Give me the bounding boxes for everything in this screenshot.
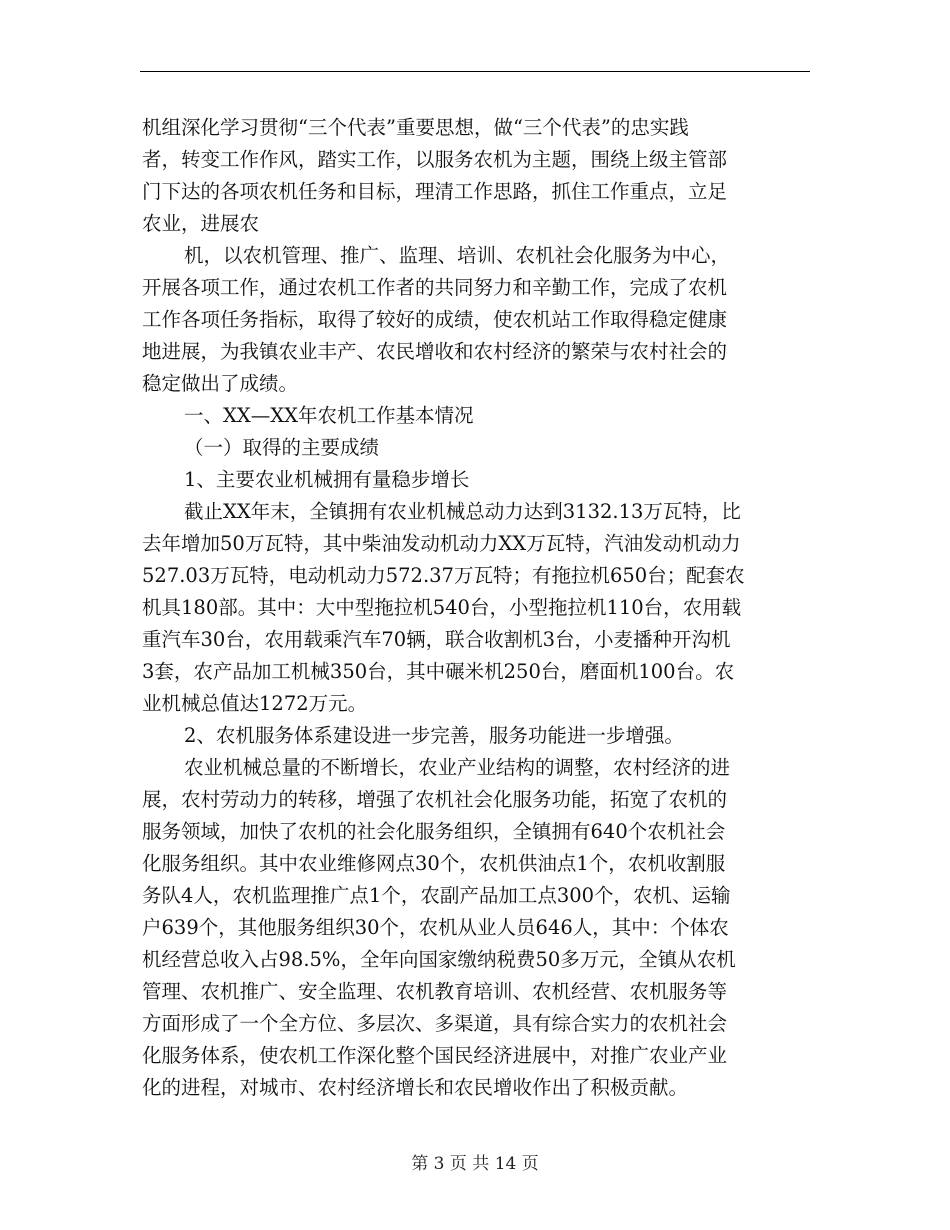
text-line: 农业，进展农 xyxy=(142,212,260,235)
text-line: 机具180部。其中：大中型拖拉机540台，小型拖拉机110台，农用载 xyxy=(142,596,742,619)
text-line: 工作各项任务指标，取得了较好的成绩，使农机站工作取得稳定健康 xyxy=(142,308,728,331)
paragraph-start-line: 农业机械总量的不断增长，农业产业结构的调整，农村经济的进 xyxy=(184,756,731,779)
section-heading: 一、XX—XX年农机工作基本情况 xyxy=(184,404,474,427)
document-body xyxy=(142,112,810,1104)
text-line: 方面形成了一个全方位、多层次、多渠道，具有综合实力的农机社会 xyxy=(142,1012,728,1035)
text-line: 3套，农产品加工机械350台，其中碾米机250台，磨面机100台。农 xyxy=(142,660,735,683)
text-line: 户639个，其他服务组织30个，农机从业人员646人，其中：个体农 xyxy=(142,916,729,939)
text-line: 527.03万瓦特，电动机动力572.37万瓦特；有拖拉机650台；配套农 xyxy=(142,564,745,587)
item-heading: 2、农机服务体系建设进一步完善，服务功能进一步增强。 xyxy=(184,724,684,747)
text-line: 化服务体系，使农机工作深化整个国民经济进展中，对推广农业产业 xyxy=(142,1044,728,1067)
paragraph-start-line: 机，以农机管理、推广、监理、培训、农机社会化服务为中心， xyxy=(184,244,731,267)
page-footer: 第 3 页 共 14 页 xyxy=(411,1154,539,1174)
item-heading: 1、主要农业机械拥有量稳步增长 xyxy=(184,468,470,491)
text-line: 开展各项工作，通过农机工作者的共同努力和辛勤工作，完成了农机 xyxy=(142,276,728,299)
text-line: 门下达的各项农机任务和目标，理清工作思路，抓住工作重点，立足 xyxy=(142,180,728,203)
text-line: 管理、农机推广、安全监理、农机教育培训、农机经营、农机服务等 xyxy=(142,980,728,1003)
text-line: 机组深化学习贯彻“三个代表”重要思想，做“三个代表”的忠实践 xyxy=(142,116,689,139)
text-line: 化的进程，对城市、农村经济增长和农民增收作出了积极贡献。 xyxy=(142,1076,689,1099)
text-line: 机经营总收入占98.5%，全年向国家缴纳税费50多万元，全镇从农机 xyxy=(142,948,736,971)
text-line: 重汽车30台，农用载乘汽车70辆，联合收割机3台，小麦播种开沟机 xyxy=(142,628,731,651)
text-line: 服务领域，加快了农机的社会化服务组织，全镇拥有640个农机社会 xyxy=(142,820,726,843)
header-rule xyxy=(140,71,810,72)
text-line: 者，转变工作作风，踏实工作，以服务农机为主题，围绕上级主管部 xyxy=(142,148,728,171)
text-line: 地进展，为我镇农业丰产、农民增收和农村经济的繁荣与农村社会的 xyxy=(142,340,728,363)
text-line: 化服务组织。其中农业维修网点30个，农机供油点1个，农机收割服 xyxy=(142,852,726,875)
text-line: 业机械总值达1272万元。 xyxy=(142,692,368,715)
text-line: 稳定做出了成绩。 xyxy=(142,372,299,395)
subsection-heading: （一）取得的主要成绩 xyxy=(184,436,380,459)
text-line: 务队4人，农机监理推广点1个，农副产品加工点300个，农机、运输 xyxy=(142,884,731,907)
paragraph-start-line: 截止XX年末，全镇拥有农业机械总动力达到3132.13万瓦特，比 xyxy=(184,500,741,523)
text-line: 去年增加50万瓦特，其中柴油发动机动力XX万瓦特，汽油发动机动力 xyxy=(142,532,741,555)
text-line: 展，农村劳动力的转移，增强了农机社会化服务功能，拓宽了农机的 xyxy=(142,788,728,811)
